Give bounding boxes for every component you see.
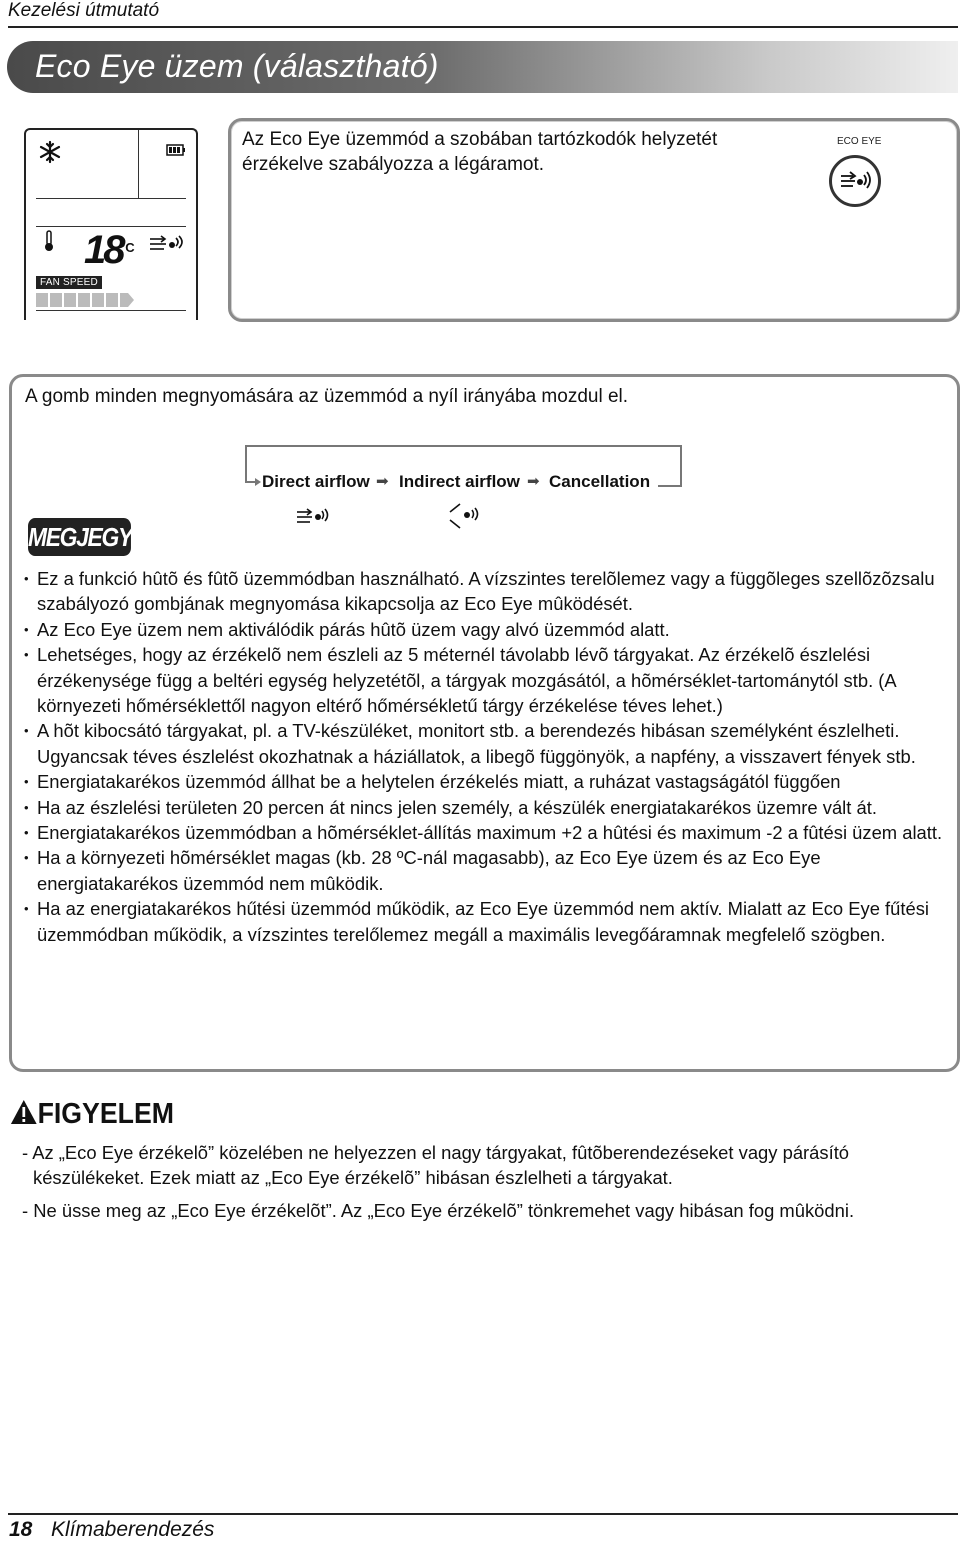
footer-divider xyxy=(8,1513,958,1515)
note-item: • Energiatakarékos üzemmódban a hõmérséklet-állítás maximum +2 a hûtési és maximum -2 a fûtési üzem alatt. xyxy=(24,820,944,845)
battery-icon xyxy=(166,144,186,156)
note-item: • Ha az energiatakarékos hűtési üzemmód működik, az Eco Eye üzemmód nem aktív. Mialatt az Eco Eye fűtési üzemmódban működik, a vízszintes terelőlemez megáll a maximális levegőáramnak megfelelő szögben. xyxy=(24,896,944,947)
step-direct-airflow: Direct airflow xyxy=(262,472,370,491)
note-item: • A hõt kibocsátó tárgyakat, pl. a TV-készüléket, monitort stb. a berendezés hibásan személyként észlelheti. Ugyancsak téves észlelést okozhatnak a háziállatok, a libegõ függönyök, a napfény, a visszavert fények stb. xyxy=(24,718,944,769)
caution-title: FIGYELEM xyxy=(37,1098,174,1130)
sequence-intro: A gomb minden megnyomására az üzemmód a nyíl irányába mozdul el. xyxy=(25,386,629,407)
caution-item: - Az „Eco Eye érzékelõ” közelében ne helyezzen el nagy tárgyakat, fûtõberendezéseket vagy párásító készülékeket. Ezek miatt az „Eco Eye érzékelõ” hibásan észlelheti a tárgyakat. xyxy=(22,1142,850,1189)
step-indirect-airflow: Indirect airflow xyxy=(399,472,520,491)
step-cancellation: Cancellation xyxy=(549,472,651,491)
eco-eye-direct-icon xyxy=(148,234,186,254)
note-badge: MEGJEGYZÉS xyxy=(28,518,131,556)
caution-item: - Ne üsse meg az „Eco Eye érzékelõt”. Az „Eco Eye érzékelõ” tönkremehet vagy hibásan fog mûködni. xyxy=(22,1199,855,1221)
note-item: • Lehetséges, hogy az érzékelõ nem észleli az 5 méternél távolabb lévõ tárgyakat. Az érzékelõ észlelési érzékenysége függ a beltéri egység helyzetétõl, a tárgyak mozgásától, a hõmérséklet-tartománytól stb. (A környezeti hőmérséklettől nagyon eltérő hőmérsékletű tárgy érzékelése téves lehet.) xyxy=(24,642,944,718)
note-list xyxy=(24,566,944,947)
fan-speed-label: FAN SPEED xyxy=(36,276,102,289)
page-number: 18 xyxy=(9,1518,33,1541)
note-item: • Ez a funkció hûtõ és fûtõ üzemmódban használható. A vízszintes terelõlemez vagy a függõleges szellõzõzsalu szabályozó gombjának megnyomása kikapcsolja az Eco Eye mûködését. xyxy=(24,566,944,617)
fan-speed-bars xyxy=(36,293,134,307)
temperature-value: 18 xyxy=(84,228,123,272)
note-item: • Ha a környezeti hõmérséklet magas (kb. 28 ºC-nál magasabb), az Eco Eye üzem és az Eco Eye energiatakarékos üzemmód nem mûködik. xyxy=(24,845,944,896)
eco-eye-button-label: ECO EYE xyxy=(837,136,882,147)
eco-eye-icon xyxy=(838,166,874,196)
note-item: • Az Eco Eye üzem nem aktiválódik párás hûtõ üzem vagy alvó üzemmód alatt. xyxy=(24,617,944,642)
temperature-unit: °C xyxy=(120,240,135,255)
step-arrow-icon: ➡ xyxy=(527,473,540,490)
caution-heading xyxy=(10,1098,174,1131)
note-item: • Energiatakarékos üzemmód állhat be a helytelen érzékelés miatt, a ruházat vastagságától függően xyxy=(24,769,944,794)
info-text: Az Eco Eye üzemmód a szobában tartózkodók helyzetét érzékelve szabályozza a légáramot. xyxy=(242,129,718,175)
direct-airflow-icon xyxy=(296,506,332,528)
remote-display xyxy=(24,128,198,320)
note-item: • Ha az észlelési területen 20 percen át nincs jelen személy, a készülék energiatakarékos üzemre vált át. xyxy=(24,795,944,820)
footer-title: Klímaberendezés xyxy=(51,1518,215,1541)
indirect-airflow-icon xyxy=(448,500,482,532)
caution-list xyxy=(22,1140,902,1230)
warning-icon xyxy=(10,1099,38,1125)
section-title: Kezelési útmutató xyxy=(8,0,160,21)
thermometer-icon xyxy=(42,230,56,252)
eco-eye-button xyxy=(829,155,881,207)
snowflake-icon xyxy=(38,140,62,164)
page-title: Eco Eye üzem (választható) xyxy=(35,48,439,84)
header-divider xyxy=(8,26,958,28)
step-arrow-icon: ➡ xyxy=(376,473,389,490)
